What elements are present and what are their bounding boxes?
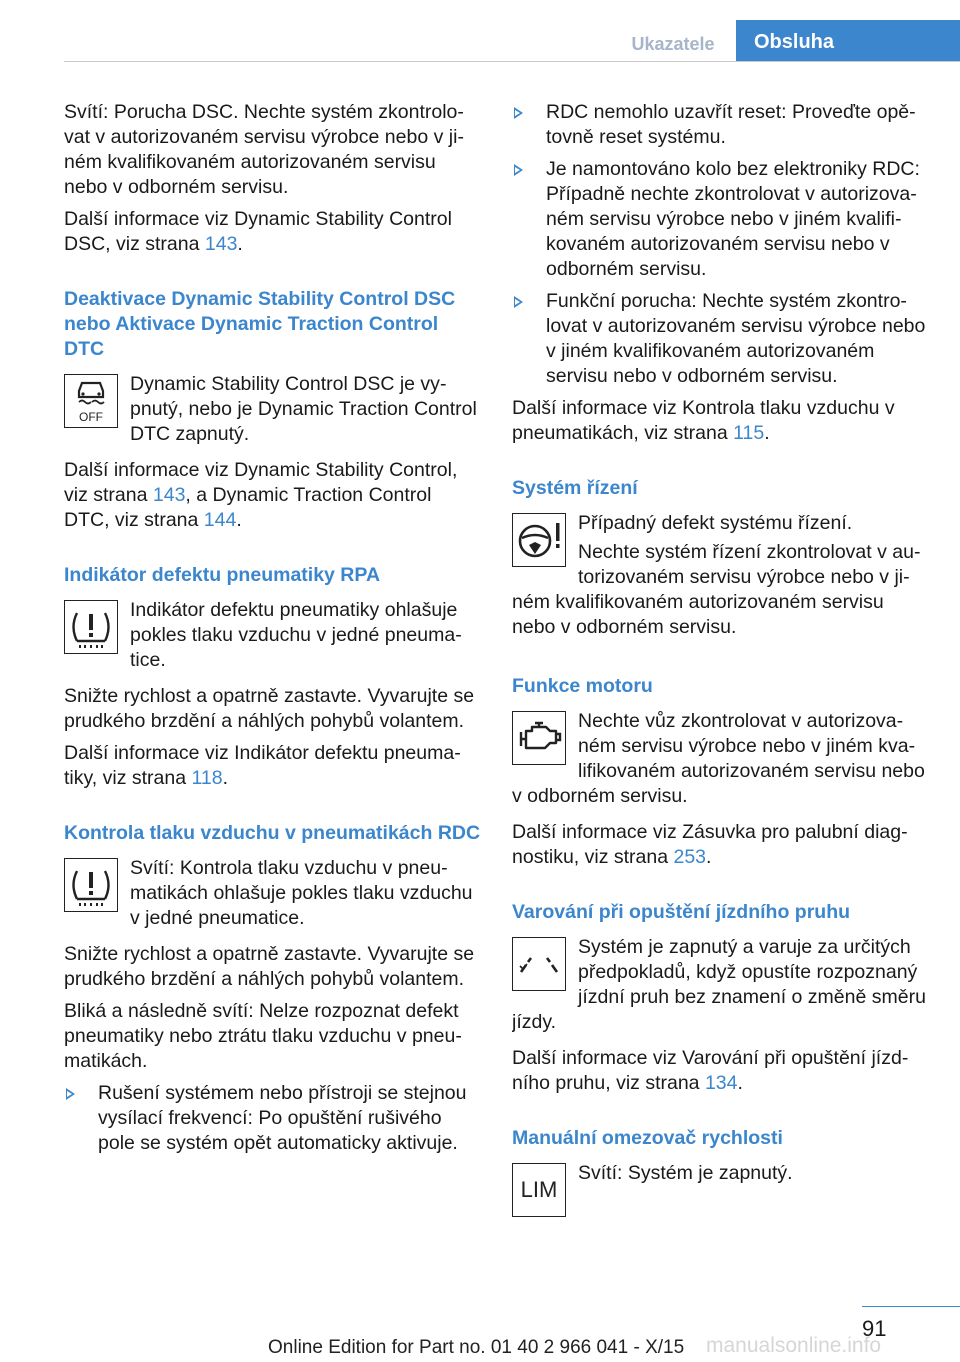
- list-item: Rušení systémem nebo přístroji se stejnou vysílací frekvencí: Po opuštění rušivého pole se systém opět automaticky aktivuje.: [64, 1081, 482, 1156]
- paragraph: Bliká a následně svítí: Nelze rozpoznat defekt pneumatiky nebo ztrátu tlaku vzduchu v pneumatikách.: [64, 1000, 462, 1072]
- list-item: Funkční porucha: Nechte systém zkontrolovat v autorizovaném servisu výrobce nebo v jiném kvalifikovaném autorizovaném servisu nebo v odborném servisu.: [512, 289, 932, 389]
- lane-departure-icon: [512, 937, 566, 991]
- rdc-description: Svítí: Kontrola tlaku vzduchu v pneumatikách ohlašuje pokles tlaku vzduchu v jedné pneumatice.: [130, 857, 473, 929]
- page-link[interactable]: 143: [152, 484, 186, 506]
- list-item: RDC nemohlo uzavřít reset: Proveďte opětovně reset systému.: [512, 100, 932, 150]
- paragraph: Snižte rychlost a opatrně zastavte. Vyvarujte se prudkého brzdění a náhlých pohybů volantem.: [64, 685, 475, 732]
- tab-ukazatele[interactable]: Ukazatele: [631, 34, 715, 54]
- paragraph: Další informace viz Dynamic Stability Control DSC, viz strana 143.: [64, 208, 452, 255]
- tire-pressure-warning-icon: [64, 600, 118, 654]
- tab-obsluha[interactable]: Obsluha: [736, 20, 960, 62]
- rpa-description: Indikátor defektu pneumatiky ohlašuje pokles tlaku vzduchu v jedné pneumatice.: [130, 599, 462, 671]
- section-heading-rdc: Kontrola tlaku vzduchu v pneumatikách RDC: [64, 822, 481, 844]
- bullet-triangle-icon: [514, 107, 523, 119]
- header-rule: [64, 61, 960, 62]
- steering-wheel-warning-icon: [512, 513, 566, 567]
- svg-text:OFF: OFF: [79, 410, 103, 424]
- dsc-indicator: [64, 372, 482, 451]
- bullet-list: [512, 100, 932, 389]
- page-number: 91: [862, 1316, 887, 1341]
- page-link[interactable]: 144: [203, 509, 237, 531]
- lane-description: Systém je zapnutý a varuje za určitých předpokladů, když opustíte rozpoznaný jízdní pruh bez znamení o změně směru jízdy.: [512, 936, 926, 1033]
- limiter-description: Svítí: Systém je zapnutý.: [578, 1162, 793, 1184]
- bullet-triangle-icon: [514, 164, 523, 176]
- paragraph: Snižte rychlost a opatrně zastavte. Vyvarujte se prudkého brzdění a náhlých pohybů volantem.: [64, 943, 475, 990]
- limiter-indicator: [512, 1161, 932, 1221]
- tire-pressure-warning-icon: [64, 858, 118, 912]
- footer-rule: [862, 1306, 960, 1307]
- watermark: manualsonline.info: [706, 1334, 882, 1357]
- engine-check-icon: [512, 711, 566, 765]
- dsc-off-icon: [64, 374, 118, 428]
- page-link[interactable]: 118: [191, 767, 223, 789]
- page-link[interactable]: 115: [733, 422, 765, 444]
- paragraph: Další informace viz Kontrola tlaku vzduchu v pneumatikách, viz strana 115.: [512, 397, 895, 444]
- bullet-triangle-icon: [66, 1088, 75, 1100]
- speed-limiter-icon: [512, 1163, 566, 1217]
- dsc-description: Dynamic Stability Control DSC je vypnutý, nebo je Dynamic Traction Control DTC zapnutý.: [130, 373, 477, 445]
- page-header: [0, 0, 960, 62]
- page-link[interactable]: 134: [704, 1072, 738, 1094]
- section-heading-limiter: Manuální omezovač rychlosti: [512, 1127, 783, 1149]
- paragraph: Další informace viz Varování při opuštění jízdního pruhu, viz strana 134.: [512, 1047, 909, 1094]
- paragraph: Další informace viz Zásuvka pro palubní diagnostiku, viz strana 253.: [512, 821, 908, 868]
- edition-line: Online Edition for Part no. 01 40 2 966 041 - X/15: [268, 1337, 685, 1358]
- paragraph: Svítí: Porucha DSC. Nechte systém zkontrolovat v autorizovaném servisu výrobce nebo v jiném kvalifikovaném autorizovaném servisu nebo v odborném servisu.: [64, 101, 464, 198]
- section-heading-steering: Systém řízení: [512, 477, 638, 499]
- paragraph: Další informace viz Dynamic Stability Control, viz strana 143, a Dynamic Traction Control DTC, viz strana 144.: [64, 459, 458, 531]
- section-heading-engine: Funkce motoru: [512, 675, 653, 697]
- engine-indicator: [512, 709, 932, 813]
- steering-indicator: [512, 511, 932, 644]
- steering-defect-text: Případný defekt systému řízení.: [578, 512, 853, 534]
- section-heading-dsc: Deaktivace Dynamic Stability Control DSC nebo Aktivace Dynamic Traction Control DTC: [64, 288, 456, 360]
- bullet-triangle-icon: [514, 296, 523, 308]
- rpa-indicator: [64, 598, 482, 677]
- steering-check-text: Nechte systém řízení zkontrolovat v autorizovaném servisu výrobce nebo v jiném kvalifikovaném autorizovaném servisu nebo v odborném servisu.: [512, 541, 921, 638]
- engine-description: Nechte vůz zkontrolovat v autorizovaném servisu výrobce nebo v jiném kvalifikovaném autorizovaném servisu nebo v odborném servisu.: [512, 710, 925, 807]
- rdc-indicator: [64, 856, 482, 935]
- right-column: [512, 100, 932, 1228]
- section-heading-rpa: Indikátor defektu pneumatiky RPA: [64, 564, 381, 586]
- section-heading-lane: Varování při opuštění jízdního pruhu: [512, 901, 851, 923]
- svg-text:LIM: LIM: [520, 1177, 558, 1202]
- left-column: [64, 100, 482, 1163]
- paragraph: Další informace viz Indikátor defektu pneumatiky, viz strana 118.: [64, 742, 461, 789]
- lane-indicator: [512, 935, 932, 1039]
- page-link[interactable]: 143: [204, 233, 238, 255]
- page-link[interactable]: 253: [673, 846, 707, 868]
- bullet-list: [64, 1081, 482, 1156]
- list-item: Je namontováno kolo bez elektroniky RDC: Případně nechte zkontrolovat v autorizovaném servisu výrobce nebo v jiném kvalifikovaném autorizovaném servisu nebo v odborném servisu.: [512, 157, 932, 282]
